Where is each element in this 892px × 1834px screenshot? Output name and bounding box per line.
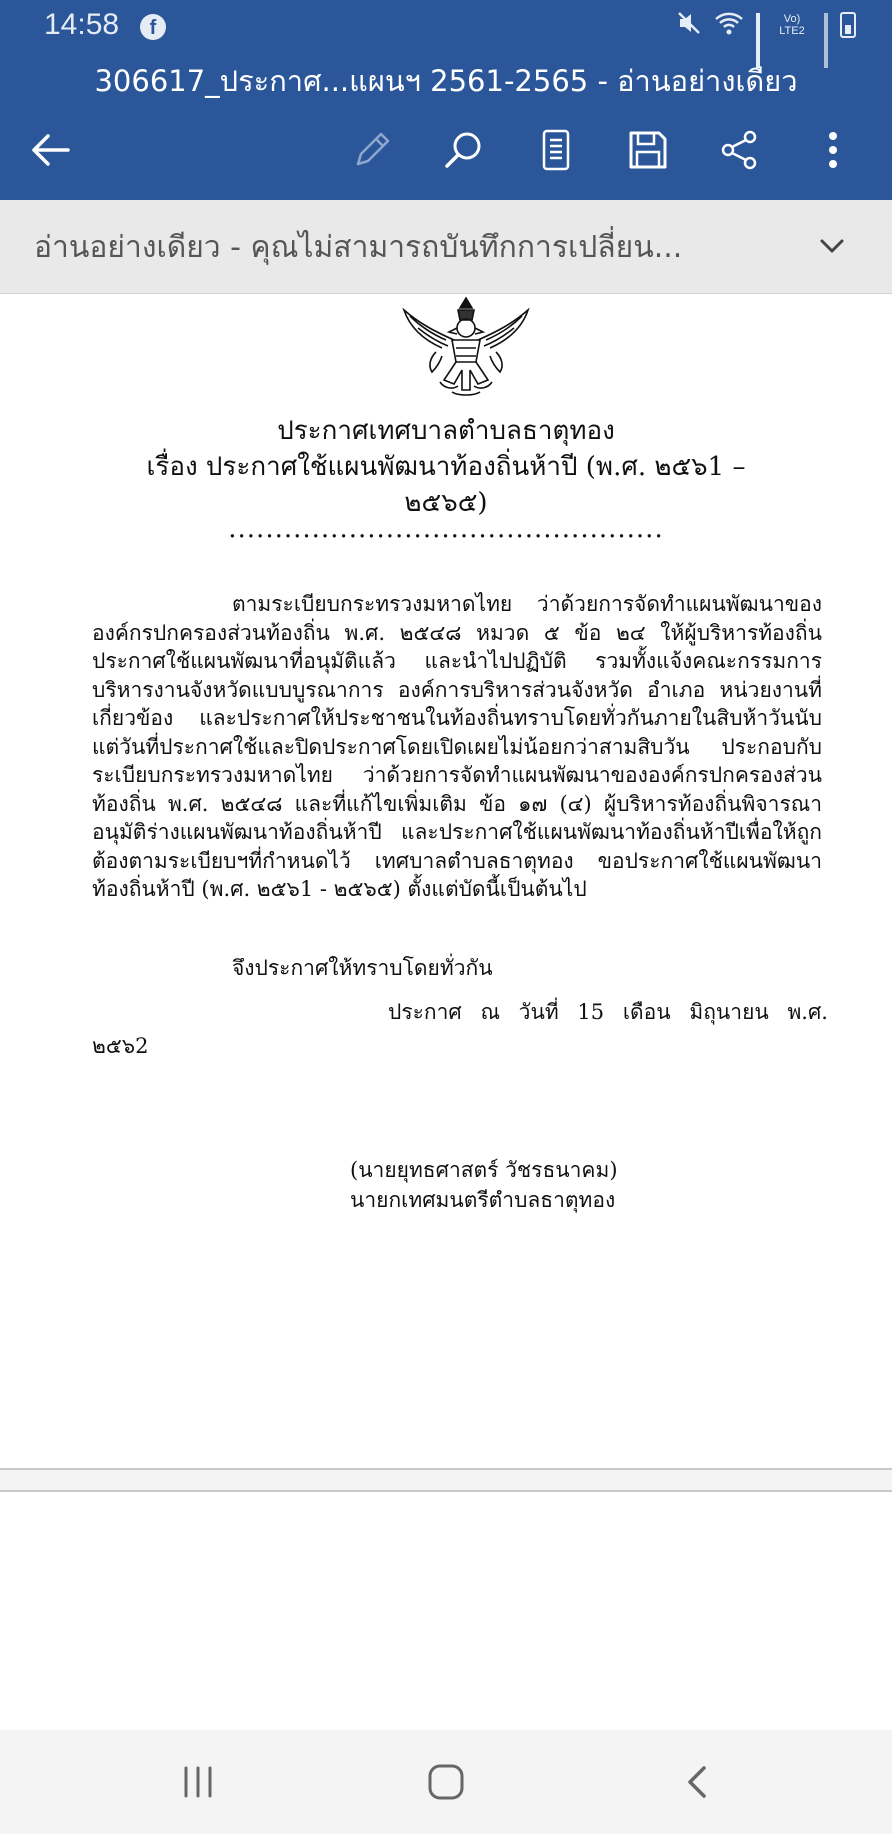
more-icon[interactable] (805, 118, 861, 182)
status-time: 14:58 (44, 8, 120, 41)
heading-divider: ............................................... (228, 514, 664, 544)
battery-icon (840, 12, 856, 38)
garuda-emblem (396, 294, 536, 400)
document-page-2 (0, 1490, 892, 1730)
document-subject-continued: ๒๕๖๕) (404, 488, 488, 518)
document-title: 306617_ประกาศ...แผนฯ 2561-2565 - อ่านอย่างเดียว (94, 64, 798, 98)
home-icon[interactable] (416, 1754, 476, 1810)
announcement-line: จึงประกาศให้ทราบโดยทั่วกัน (232, 956, 493, 980)
date-line-year: ๒๕๖2 (92, 1034, 149, 1058)
app-header (0, 0, 892, 200)
reading-view-icon[interactable] (528, 118, 584, 182)
back-icon[interactable] (22, 118, 78, 182)
back-nav-icon[interactable] (668, 1754, 728, 1810)
toolbar (0, 118, 892, 182)
document-viewer[interactable] (0, 294, 892, 1730)
facebook-notification-icon: f (140, 14, 166, 40)
document-subject: เรื่อง ประกาศใช้แผนพัฒนาท้องถิ่นห้าปี (พ.ศ. ๒๕๖1 – (146, 452, 746, 482)
read-only-banner[interactable] (0, 200, 892, 294)
edit-icon[interactable] (344, 118, 400, 182)
lte-label: Vo) LTE2 (779, 13, 805, 37)
signer-title: นายกเทศมนตรีตำบลธาตุทอง (350, 1188, 616, 1212)
signer-name: (นายยุทธศาสตร์ วัชรธนาคม) (350, 1158, 618, 1182)
status-icons (676, 10, 856, 40)
document-page (0, 294, 892, 1470)
share-icon[interactable] (712, 118, 768, 182)
document-heading: ประกาศเทศบาลตำบลธาตุทอง (277, 416, 615, 446)
system-nav-bar (0, 1730, 892, 1834)
document-paragraph: ตามระเบียบกระทรวงมหาดไทย ว่าด้วยการจัดทำแผนพัฒนาขององค์กรปกครองส่วนท้องถิ่น พ.ศ. ๒๕๔๘ หมวด ๕ ข้อ ๒๔ ให้ผู้บริหารท้องถิ่นประกาศใช้แผนพัฒนาที่อนุมัติแล้ว และนำไปปฏิบัติ รวมทั้งแจ้งคณะกรรมการบริหารงานจังหวัดแบบบูรณาการ องค์การบริหารส่วนจังหวัด อำเภอ หน่วยงานที่เกี่ยวข้อง และประกาศให้ประชาชนในท้องถิ่นทราบโดยทั่วกันภายในสิบห้าวันนับแต่วันที่ประกาศใช้และปิดประกาศโดยเปิดเผยไม่น้อยกว่าสามสิบวัน ประกอบกับระเบียบกระทรวงมหาดไทย ว่าด้วยการจัดทำแผนพัฒนาขององค์กรปกครองส่วนท้องถิ่น พ.ศ. ๒๕๔๘ และที่แก้ไขเพิ่มเติม ข้อ ๑๗ (๔) ผู้บริหารท้องถิ่นพิจารณาอนุมัติร่างแผนพัฒนาท้องถิ่นห้าปี และประกาศใช้แผนพัฒนาท้องถิ่นห้าปีเพื่อให้ถูกต้องตามระเบียบฯที่กำหนดไว้ เทศบาลตำบลธาตุทอง ขอประกาศใช้แผนพัฒนาท้องถิ่นห้าปี (พ.ศ. ๒๕๖1 - ๒๕๖๕) ตั้งแต่บัดนี้เป็นต้นไป (92, 592, 822, 901)
signal-icon (756, 13, 760, 37)
recent-apps-icon[interactable] (168, 1754, 228, 1810)
chevron-down-icon[interactable] (812, 226, 852, 266)
wifi-icon (714, 10, 744, 40)
mute-icon (676, 10, 702, 40)
signal-icon-2 (824, 13, 828, 37)
banner-text: อ่านอย่างเดียว - คุณไม่สามารถบันทึกการเปลี่ยน... (34, 230, 683, 265)
search-icon[interactable] (436, 118, 492, 182)
save-icon[interactable] (620, 118, 676, 182)
date-line: ประกาศ ณ วันที่ 15 เดือน มิถุนายน พ.ศ. (388, 1000, 828, 1024)
status-bar (0, 0, 892, 56)
